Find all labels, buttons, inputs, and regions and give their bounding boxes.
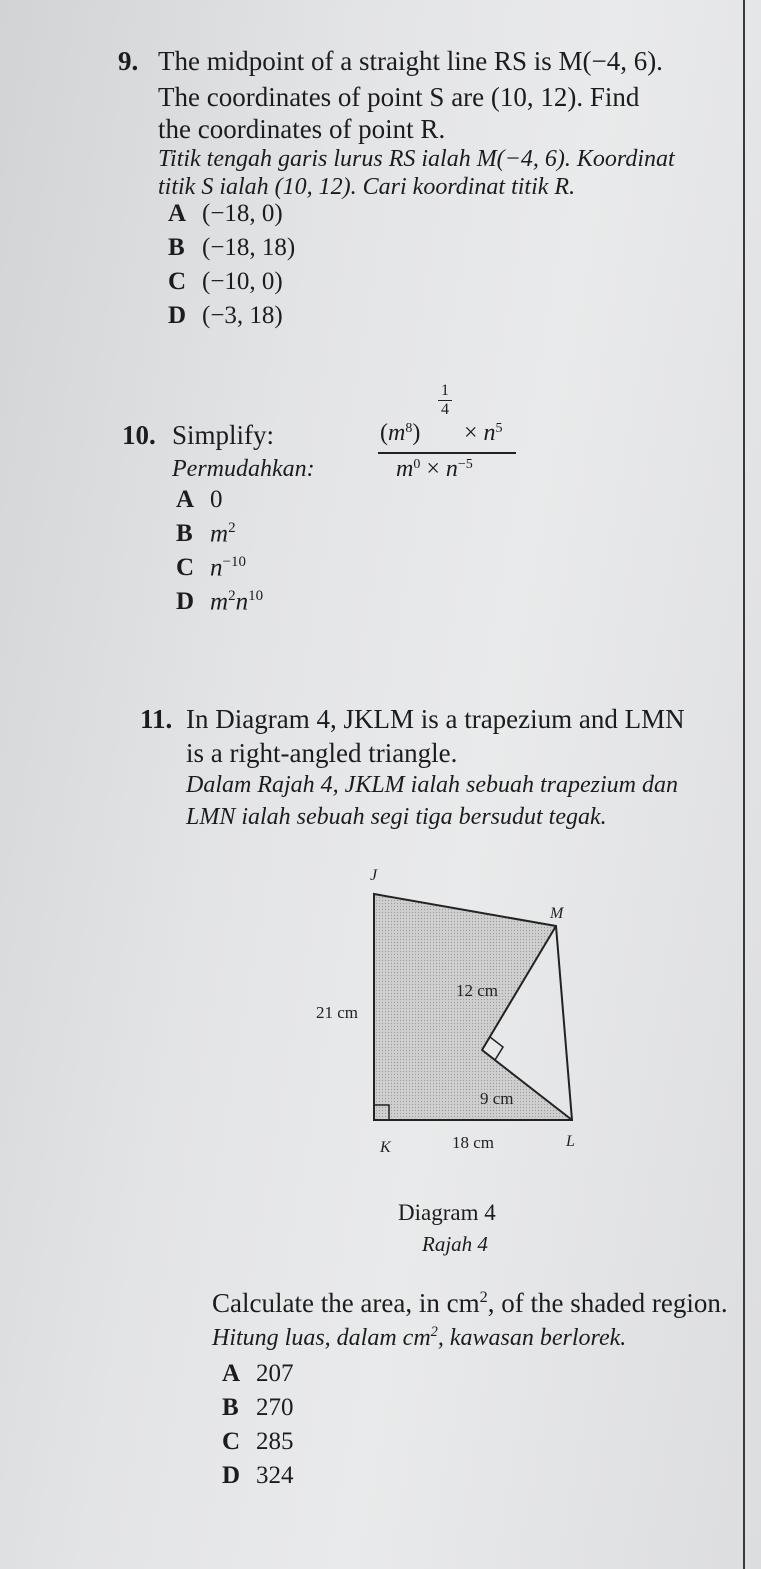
q10-option-d[interactable]: D $m^2n^{10}$	[176, 588, 264, 616]
q11-line-en-1: In Diagram 4, JKLM is a trapezium and LMN	[186, 704, 685, 734]
q9-line-ms-1: Titik tengah garis lurus RS ialah M(−4, 6). Koordinat	[158, 146, 675, 172]
q11-task-ms: Hitung luas, dalam $cm^2$, kawasan berlorek.	[212, 1324, 627, 1351]
q9-line-ms-2: titik S ialah (10, 12). Cari koordinat titik R.	[158, 174, 576, 200]
page-border-line	[743, 0, 745, 1569]
q10-numerator: $(m^8)$	[380, 420, 421, 446]
q11-option-b[interactable]: B 270	[222, 1394, 294, 1421]
q11-task-en: Calculate the area, in $cm^2$, of the shaded region.	[212, 1288, 728, 1318]
q11-line-ms-2: LMN ialah sebuah segi tiga bersudut tegak.	[186, 804, 607, 830]
q11-line-en-2: is a right-angled triangle.	[186, 738, 458, 768]
q11-option-d[interactable]: D 324	[222, 1462, 294, 1489]
q11-option-c[interactable]: C 285	[222, 1428, 294, 1455]
q10-fraction-bar	[378, 452, 516, 454]
q10-option-b[interactable]: B $m^2$	[176, 520, 236, 548]
q9-option-c[interactable]: C (−10, 0)	[168, 268, 283, 295]
q11-option-a[interactable]: A 207	[222, 1360, 294, 1387]
length-jk: 21 cm	[316, 1003, 359, 1022]
length-mn: 12 cm	[456, 981, 499, 1000]
q10-option-a[interactable]: A 0	[176, 486, 223, 513]
q10-prompt-ms: Permudahkan:	[172, 456, 315, 482]
q9-number: 9.	[118, 46, 139, 76]
label-j: J	[370, 867, 378, 884]
q10-option-c[interactable]: C $n^{-10}$	[176, 554, 246, 582]
diagram-caption-ms: Rajah 4	[422, 1232, 488, 1256]
q10-number: 10.	[122, 420, 156, 450]
label-m: M	[550, 905, 564, 922]
label-l: L	[566, 1133, 575, 1150]
q11-number: 11.	[140, 704, 173, 734]
q9-option-a[interactable]: A (−18, 0)	[168, 200, 283, 227]
q10-denominator: $m^0 \times n^{-5}$	[396, 456, 473, 482]
q10-numerator-n: × $n^5$	[464, 420, 503, 446]
q11-line-ms-1: Dalam Rajah 4, JKLM ialah sebuah trapezium dan	[186, 772, 678, 798]
diagram-caption-en: Diagram 4	[398, 1200, 496, 1225]
length-kl: 18 cm	[452, 1133, 495, 1152]
diagram-4	[300, 860, 600, 1170]
q9-line-en-1: The midpoint of a straight line RS is M(−4, 6).	[158, 46, 663, 76]
q9-option-b[interactable]: B (−18, 18)	[168, 234, 296, 261]
q10-outer-exponent: 1 4	[438, 382, 452, 419]
q9-line-en-3: the coordinates of point R.	[158, 114, 446, 144]
length-nl: 9 cm	[480, 1089, 514, 1108]
label-k: K	[380, 1139, 391, 1156]
q9-option-d[interactable]: D (−3, 18)	[168, 302, 283, 329]
q9-line-en-2: The coordinates of point S are (10, 12). Find	[158, 82, 640, 112]
q10-prompt-en: Simplify:	[172, 420, 275, 450]
shaded-region	[374, 894, 572, 1120]
